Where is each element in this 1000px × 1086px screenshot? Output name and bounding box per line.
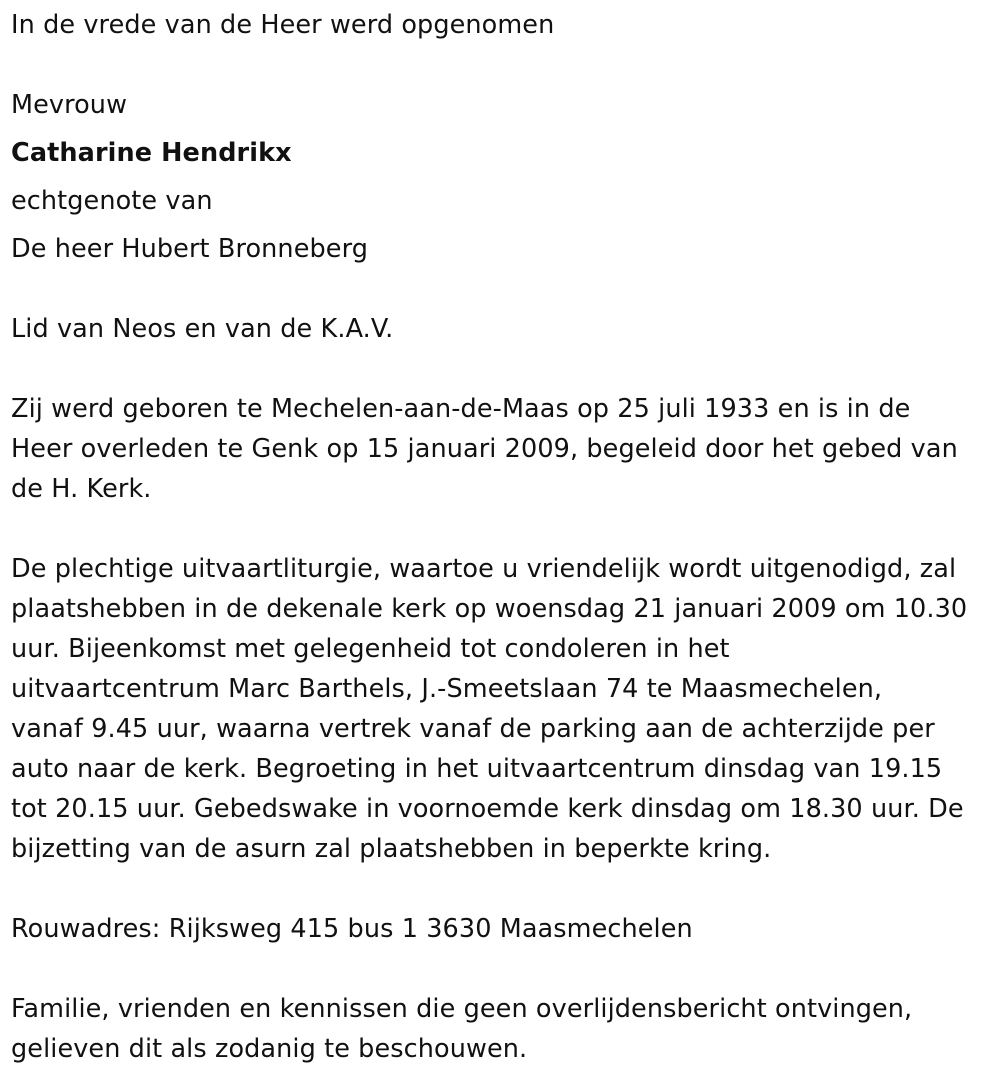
- funeral-line: auto naar de kerk. Begroeting in het uitvaartcentrum dinsdag van 19.15: [11, 754, 943, 784]
- spouse-name: De heer Hubert Bronneberg: [11, 234, 368, 264]
- funeral-line: plaatshebben in de dekenale kerk op woensdag 21 januari 2009 om 10.30: [11, 594, 968, 624]
- deceased-name: Catharine Hendrikx: [11, 138, 292, 168]
- membership-text: Lid van Neos en van de K.A.V.: [11, 314, 394, 344]
- funeral-line: uitvaartcentrum Marc Barthels, J.-Smeetslaan 74 te Maasmechelen,: [11, 674, 883, 704]
- funeral-line: tot 20.15 uur. Gebedswake in voornoemde kerk dinsdag om 18.30 uur. De: [11, 794, 964, 824]
- birth-death-line: Heer overleden te Genk op 15 januari 2009, begeleid door het gebed van: [11, 434, 958, 464]
- funeral-line: bijzetting van de asurn zal plaatshebben in beperkte kring.: [11, 834, 772, 864]
- birth-death-line: de H. Kerk.: [11, 474, 152, 504]
- funeral-line: De plechtige uitvaartliturgie, waartoe u vriendelijk wordt uitgenodigd, zal: [11, 554, 957, 584]
- closing-line: Familie, vrienden en kennissen die geen overlijdensbericht ontvingen,: [11, 994, 913, 1024]
- intro-text: In de vrede van de Heer werd opgenomen: [11, 10, 555, 40]
- mourning-address: Rouwadres: Rijksweg 415 bus 1 3630 Maasmechelen: [11, 914, 693, 944]
- funeral-line: vanaf 9.45 uur, waarna vertrek vanaf de parking aan de achterzijde per: [11, 714, 935, 744]
- salutation: Mevrouw: [11, 90, 128, 120]
- funeral-line: uur. Bijeenkomst met gelegenheid tot condoleren in het: [11, 634, 730, 664]
- relation-text: echtgenote van: [11, 186, 213, 216]
- closing-line: gelieven dit als zodanig te beschouwen.: [11, 1034, 528, 1064]
- birth-death-line: Zij werd geboren te Mechelen-aan-de-Maas op 25 juli 1933 en is in de: [11, 394, 911, 424]
